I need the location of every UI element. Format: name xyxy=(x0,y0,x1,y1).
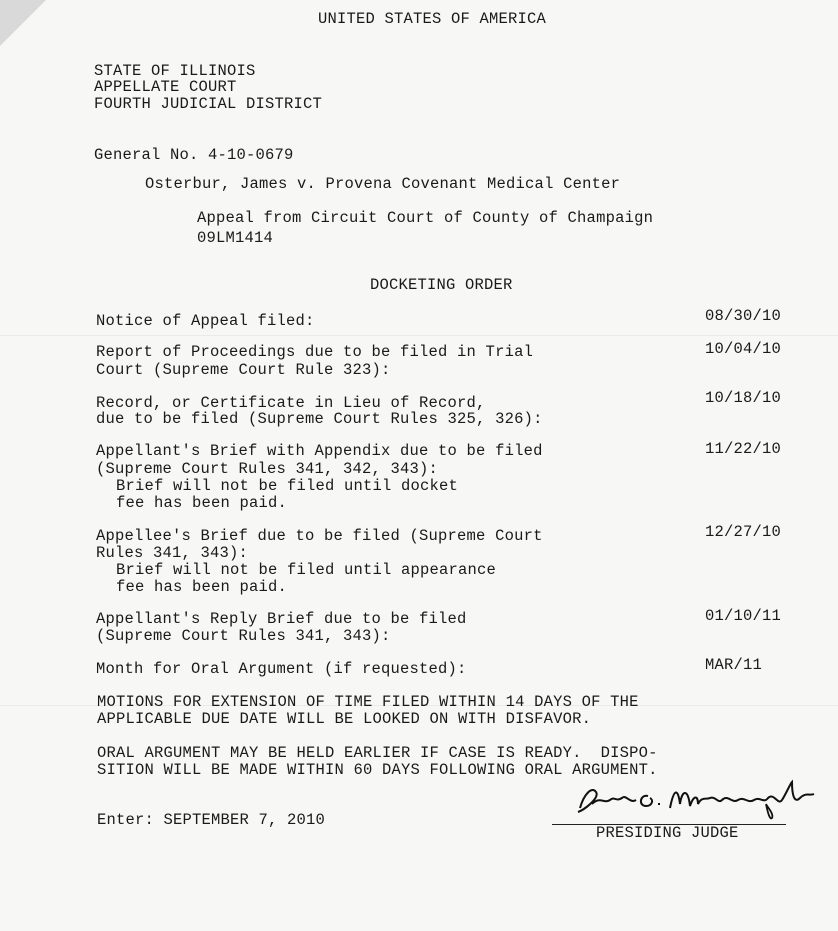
entry-reply-brief-label: (Supreme Court Rules 341, 343): xyxy=(96,627,391,645)
general-number: General No. 4-10-0679 xyxy=(94,146,294,164)
court-name: APPELLATE COURT xyxy=(94,78,237,96)
entry-date: Enter: SEPTEMBER 7, 2010 xyxy=(97,811,326,829)
order-title: DOCKETING ORDER xyxy=(370,276,513,294)
entry-appellant-brief-note: Brief will not be filed until docket xyxy=(116,477,459,495)
entry-appellant-brief-date: 11/22/10 xyxy=(705,440,782,458)
motions-notice: APPLICABLE DUE DATE WILL BE LOOKED ON WITH DISFAVOR. xyxy=(97,710,592,728)
entry-appellant-brief-label: Appellant's Brief with Appendix due to be filed xyxy=(96,442,543,460)
entry-record-date: 10/18/10 xyxy=(705,389,782,407)
judge-signature xyxy=(570,774,820,822)
entry-reply-brief-label: Appellant's Reply Brief due to be filed xyxy=(96,610,467,628)
entry-report-label: Report of Proceedings due to be filed in Trial xyxy=(96,343,534,361)
court-district: FOURTH JUDICIAL DISTRICT xyxy=(94,95,323,113)
oral-argument-notice: SITION WILL BE MADE WITHIN 60 DAYS FOLLOWING ORAL ARGUMENT. xyxy=(97,761,658,779)
entry-oral-argument-label: Month for Oral Argument (if requested): xyxy=(96,660,467,678)
appeal-source: Appeal from Circuit Court of County of Champaign xyxy=(197,209,654,227)
entry-notice-date: 08/30/10 xyxy=(705,307,782,325)
case-caption: Osterbur, James v. Provena Covenant Medical Center xyxy=(145,175,621,193)
entry-appellant-brief-note: fee has been paid. xyxy=(116,494,288,512)
entry-appellee-brief-label: Appellee's Brief due to be filed (Supreme Court xyxy=(96,527,543,545)
entry-record-label: due to be filed (Supreme Court Rules 325, 326): xyxy=(96,410,543,428)
entry-appellee-brief-label: Rules 341, 343): xyxy=(96,544,249,562)
entry-notice-label: Notice of Appeal filed: xyxy=(96,312,315,330)
folded-corner xyxy=(0,0,46,46)
entry-reply-brief-date: 01/10/11 xyxy=(705,607,782,625)
oral-argument-notice: ORAL ARGUMENT MAY BE HELD EARLIER IF CASE IS READY. DISPO- xyxy=(97,744,658,762)
motions-notice: MOTIONS FOR EXTENSION OF TIME FILED WITHIN 14 DAYS OF THE xyxy=(97,693,639,711)
entry-appellee-brief-note: Brief will not be filed until appearance xyxy=(116,561,497,579)
trial-case-number: 09LM1414 xyxy=(197,229,274,247)
entry-appellee-brief-date: 12/27/10 xyxy=(705,523,782,541)
entry-appellee-brief-note: fee has been paid. xyxy=(116,578,288,596)
court-state: STATE OF ILLINOIS xyxy=(94,62,256,80)
signer-title: PRESIDING JUDGE xyxy=(596,824,739,842)
entry-oral-argument-month: MAR/11 xyxy=(705,656,763,674)
entry-record-label: Record, or Certificate in Lieu of Record, xyxy=(96,394,486,412)
fold-line xyxy=(0,335,838,336)
entry-report-label: Court (Supreme Court Rule 323): xyxy=(96,361,391,379)
country-heading: UNITED STATES OF AMERICA xyxy=(318,10,547,28)
entry-appellant-brief-label: (Supreme Court Rules 341, 342, 343): xyxy=(96,460,439,478)
entry-report-date: 10/04/10 xyxy=(705,340,782,358)
